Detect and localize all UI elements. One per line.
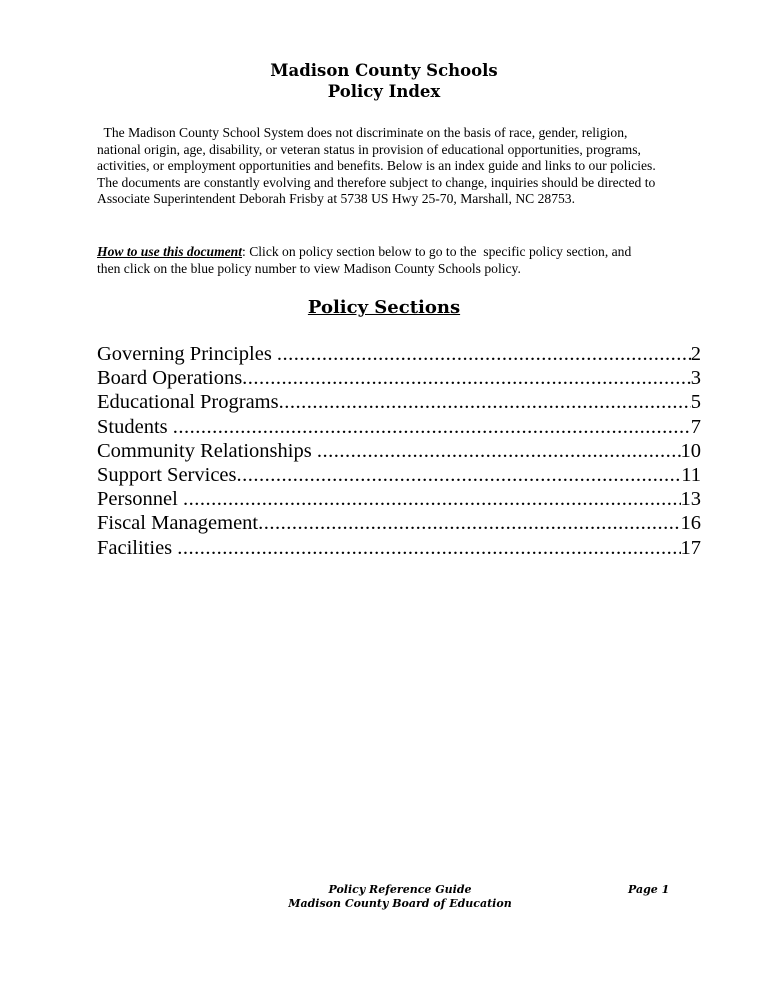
table-of-contents [97, 342, 701, 560]
toc-page: 17 [680, 536, 701, 559]
toc-page: 2 [690, 343, 701, 365]
intro-paragraph [97, 125, 737, 208]
toc-governing-principles[interactable] [97, 342, 701, 366]
dot-leader [173, 415, 691, 439]
page-footer [250, 883, 550, 911]
toc-educational-programs[interactable] [97, 390, 701, 414]
dot-leader [242, 366, 691, 390]
dot-leader [177, 536, 680, 560]
toc-label: Facilities [97, 536, 178, 559]
dot-leader [237, 463, 682, 487]
toc-label: Fiscal Management [97, 512, 259, 535]
toc-page: 7 [690, 415, 701, 438]
dot-leader [317, 439, 681, 463]
toc-fiscal-management[interactable] [97, 511, 701, 535]
title-line-1: Madison County Schools [270, 61, 498, 80]
toc-board-operations[interactable] [97, 366, 701, 390]
toc-label: Board Operations [97, 367, 243, 390]
toc-page: 3 [690, 367, 701, 390]
toc-label: Students [97, 415, 173, 438]
toc-page: 10 [680, 439, 701, 462]
toc-page: 5 [690, 391, 701, 414]
dot-leader [183, 487, 681, 511]
toc-page: 16 [680, 512, 701, 535]
toc-page: 11 [681, 464, 701, 487]
intro-line: The Madison County School System does not discriminate on the basis of race, gender, religion, [97, 125, 628, 140]
toc-label: Educational Programs [97, 391, 279, 414]
page-number: Page 1 [628, 883, 670, 896]
intro-line: activities, or employment opportunities and benefits. Below is an index guide and links to our policies. [97, 158, 656, 173]
how-to-label: How to use this document [97, 244, 243, 259]
dot-leader [279, 390, 691, 414]
toc-label: Support Services [97, 464, 237, 487]
document-title [0, 60, 768, 102]
intro-line: The documents are constantly evolving and therefore subject to change, inquiries should be directed to [97, 174, 656, 190]
toc-students[interactable] [97, 415, 701, 439]
policy-sections-heading: Policy Sections [307, 297, 461, 318]
how-to-text: : Click on policy section below to go to the specific policy section, and [242, 244, 632, 259]
how-to-text-2: then click on the blue policy number to view Madison County Schools policy. [97, 260, 521, 276]
intro-line: Associate Superintendent Deborah Frisby at 5738 US Hwy 25-70, Marshall, NC 28753. [97, 191, 575, 206]
dot-leader [277, 342, 691, 366]
footer-line-2: Madison County Board of Education [288, 897, 512, 910]
footer-line-1: Policy Reference Guide [328, 883, 472, 896]
toc-personnel[interactable] [97, 487, 701, 511]
how-to-use [97, 244, 737, 277]
toc-label: Personnel [97, 488, 183, 511]
toc-label: Governing Principles [97, 343, 277, 365]
toc-community-relationships[interactable] [97, 439, 701, 463]
toc-support-services[interactable] [97, 463, 701, 487]
title-line-2: Policy Index [327, 82, 441, 101]
dot-leader [258, 511, 680, 535]
intro-line: national origin, age, disability, or veteran status in provision of educational opportunities, programs, [97, 141, 641, 157]
toc-facilities[interactable] [97, 536, 701, 560]
toc-label: Community Relationships [97, 439, 317, 462]
toc-page: 13 [680, 488, 701, 511]
